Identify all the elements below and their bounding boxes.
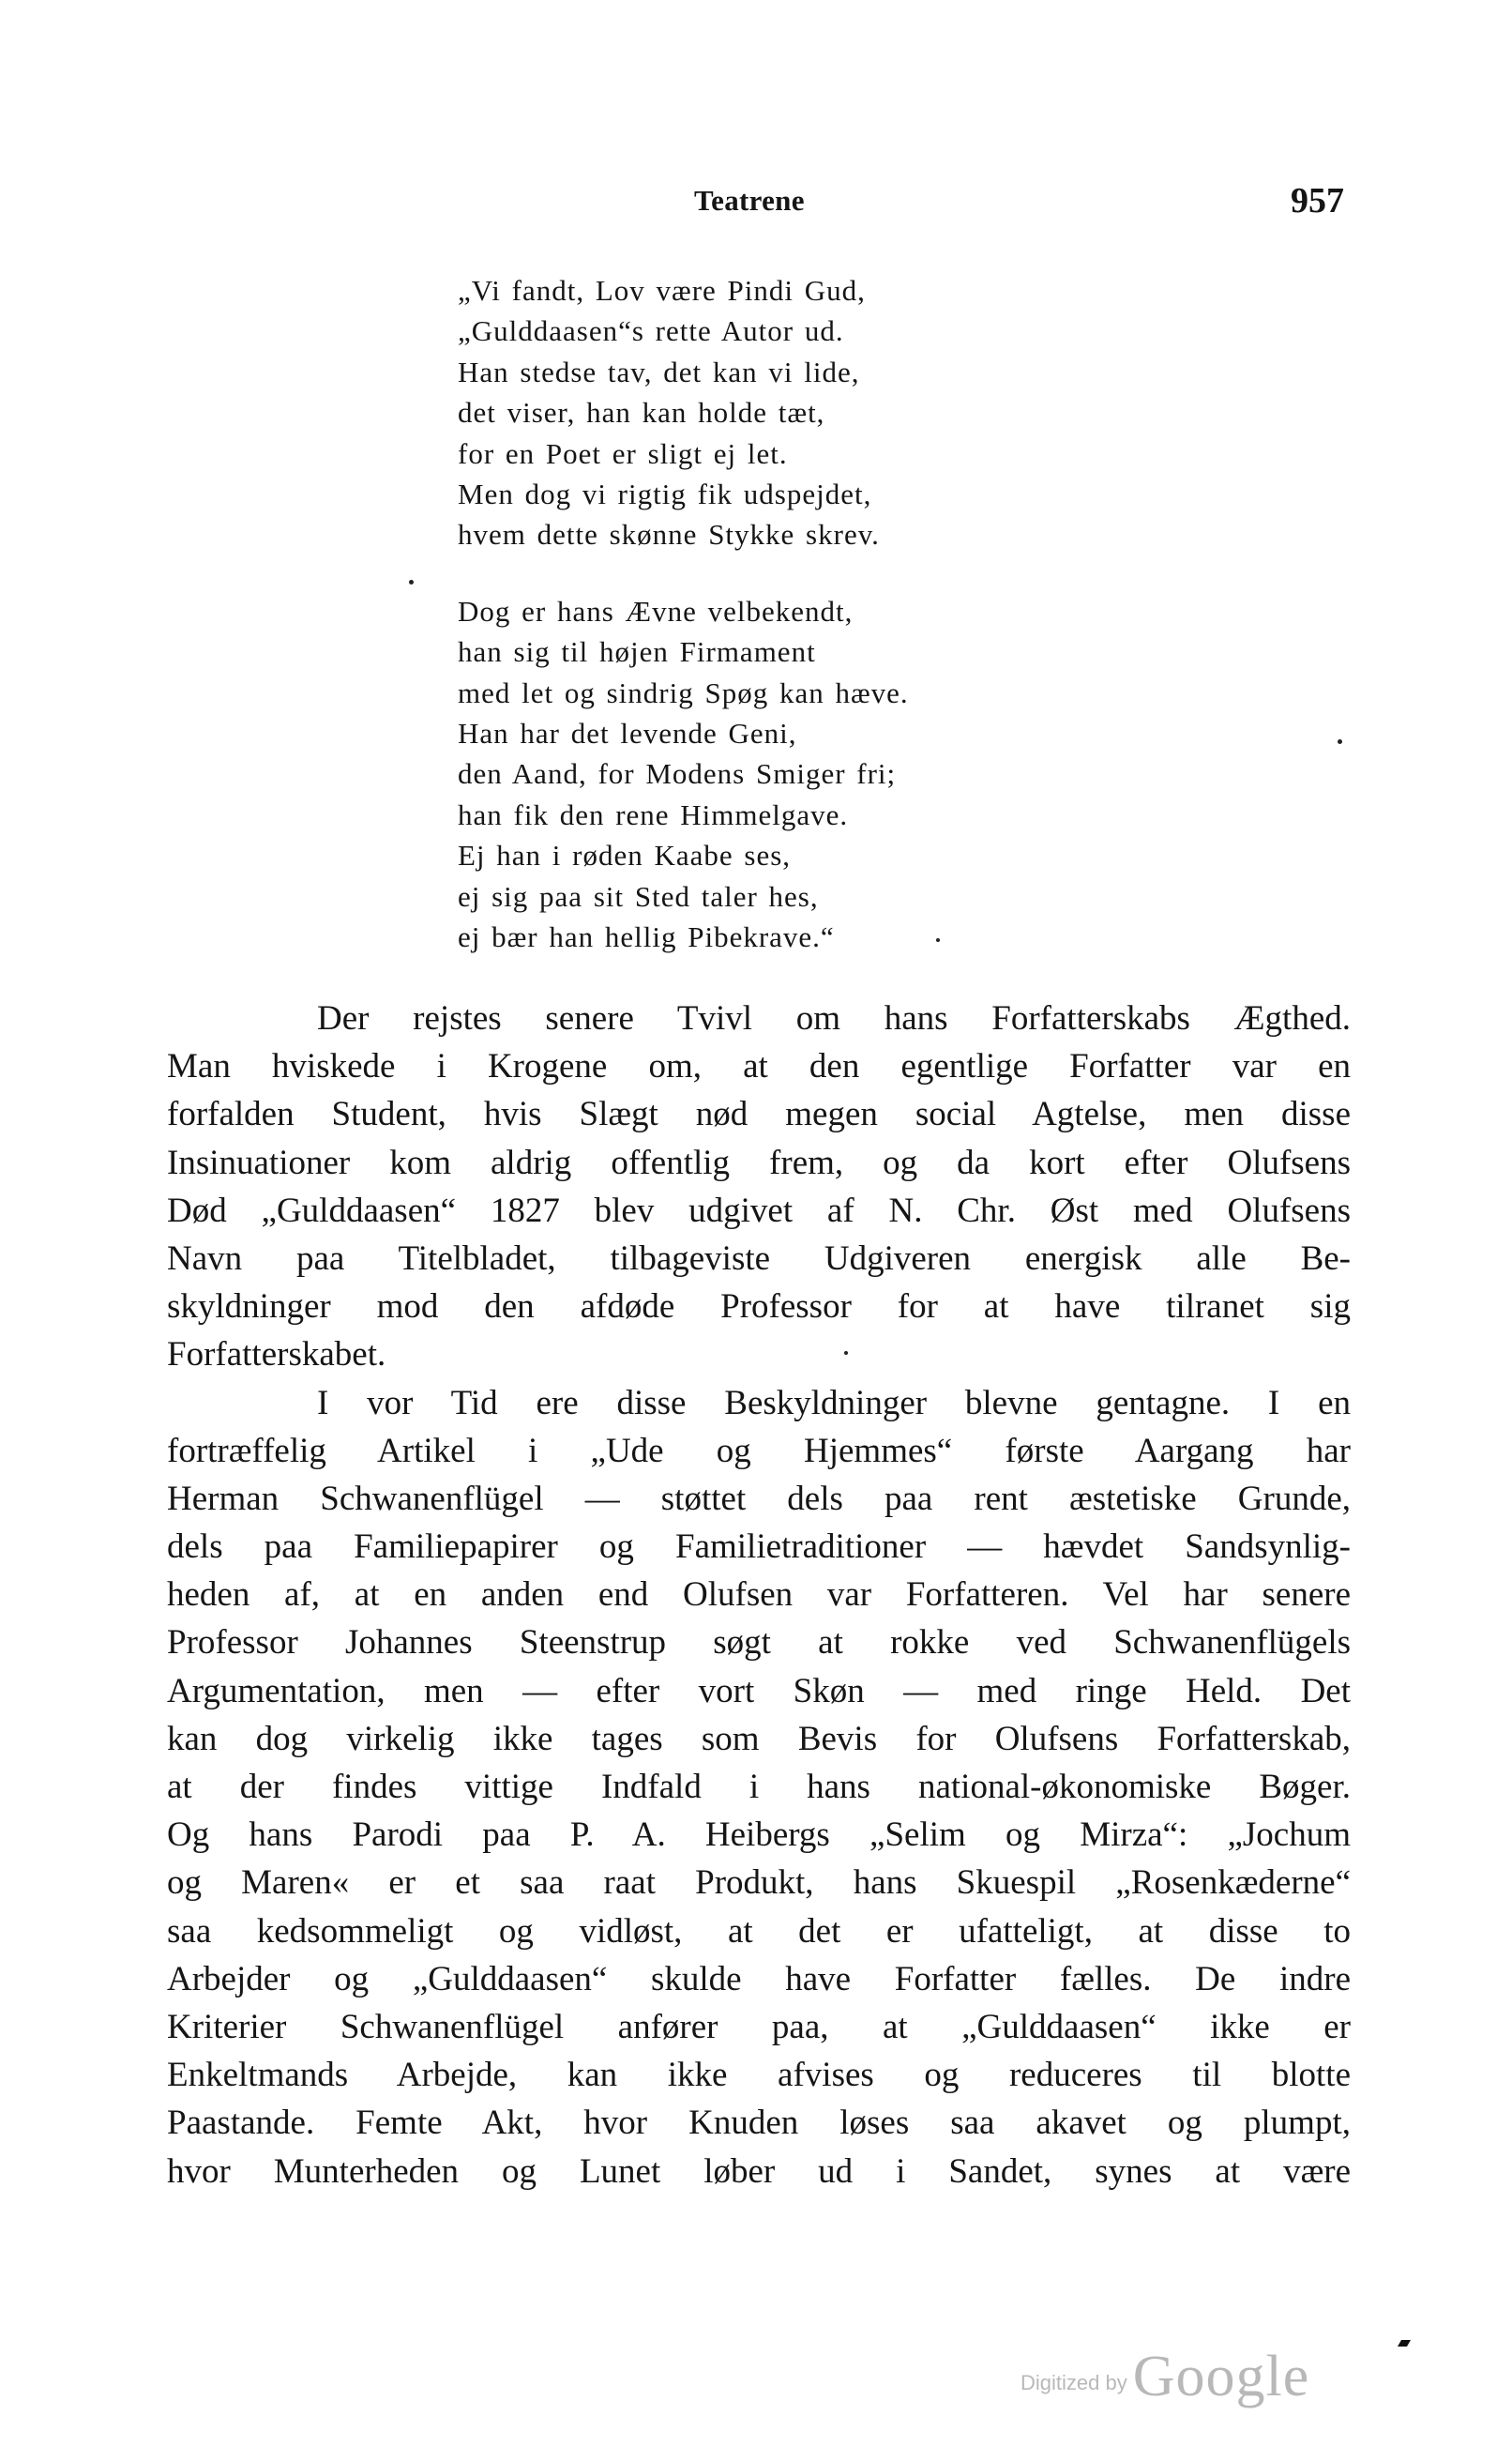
verse-line: Dog er hans Ævne velbekendt, xyxy=(458,594,854,628)
paragraph-line: Man hviskede i Krogene om, at den egentlige Forfatter var en xyxy=(167,1047,1351,1086)
paragraph-line: at der findes vittige Indfald i hans national-økonomiske Bøger. xyxy=(167,1768,1351,1806)
paragraph-line: Professor Johannes Steenstrup søgt at rokke ved Schwanenflügels xyxy=(167,1623,1351,1663)
verse-line: med let og sindrig Spøg kan hæve. xyxy=(458,676,909,709)
verse-line: han fik den rene Himmelgave. xyxy=(458,798,849,831)
stanza-break xyxy=(458,555,909,591)
page-number: 957 xyxy=(1291,181,1344,220)
verse-line: ej bær han hellig Pibekrave.“ xyxy=(458,920,835,954)
print-speck xyxy=(936,938,940,942)
verse-line: for en Poet er sligt ej let. xyxy=(458,436,788,470)
body-text xyxy=(167,995,1351,2195)
paragraph-line: skyldninger mod den afdøde Professor for at have tilranet sig xyxy=(167,1287,1351,1327)
paragraph-line: Forfatterskabet. xyxy=(167,1335,386,1375)
paragraph-line: Herman Schwanenflügel — støttet dels paa rent æstetiske Grunde, xyxy=(167,1479,1351,1518)
paragraph-line: heden af, at en anden end Olufsen var Forfatteren. Vel har senere xyxy=(167,1575,1351,1615)
paragraph-line: Og hans Parodi paa P. A. Heibergs „Selim og Mirza“: „Jochum xyxy=(167,1815,1351,1855)
verse-line: han sig til højen Firmament xyxy=(458,635,816,669)
paragraph-line: Navn paa Titelbladet, tilbageviste Udgiveren energisk alle Be- xyxy=(167,1238,1351,1278)
paragraph-line: I vor Tid ere disse Beskyldninger blevne gentagne. I en xyxy=(317,1383,1351,1422)
paragraph-line: Argumentation, men — efter vort Skøn — med ringe Held. Det xyxy=(167,1671,1351,1710)
verse-line: Han stedse tav, det kan vi lide, xyxy=(458,355,860,388)
verse-line: „Gulddaasen“s rette Autor ud. xyxy=(458,314,844,348)
poem-quote xyxy=(458,270,909,958)
poem-stanza-2 xyxy=(458,591,909,958)
paragraph-line: Enkeltmands Arbejde, kan ikke afvises og reduceres til blotte xyxy=(167,2056,1351,2095)
google-logo: Google xyxy=(1132,2345,1310,2408)
paragraph-line: Arbejder og „Gulddaasen“ skulde have Forfatter fælles. De indre xyxy=(167,1959,1351,1998)
print-speck xyxy=(1338,739,1342,744)
running-title: Teatrene xyxy=(694,184,805,217)
print-speck xyxy=(844,1351,848,1355)
paragraph-line: Død „Gulddaasen“ 1827 blev udgivet af N. Chr. Øst med Olufsens xyxy=(167,1191,1351,1230)
corner-mark xyxy=(1398,2340,1411,2347)
paragraph-line: Paastande. Femte Akt, hvor Knuden løses saa akavet og plumpt, xyxy=(167,2104,1351,2143)
watermark-prefix: Digitized by xyxy=(1021,2371,1127,2394)
digitization-watermark xyxy=(1021,2344,1309,2410)
verse-line: den Aand, for Modens Smiger fri; xyxy=(458,757,897,791)
paragraph-line: Kriterier Schwanenflügel anfører paa, at „Gulddaasen“ ikke er xyxy=(167,2007,1351,2046)
paragraph-line: kan dog virkelig ikke tages som Bevis for Olufsens Forfatterskab, xyxy=(167,1719,1351,1758)
verse-line: det viser, han kan holde tæt, xyxy=(458,396,825,430)
paragraph-line: dels paa Familiepapirer og Familietraditioner — hævdet Sandsynlig- xyxy=(167,1527,1351,1567)
poem-stanza-1 xyxy=(458,270,909,555)
paragraph-line: hvor Munterheden og Lunet løber ud i Sandet, synes at være xyxy=(167,2151,1351,2191)
paragraph-line: fortræffelig Artikel i „Ude og Hjemmes“ første Aargang har xyxy=(167,1431,1351,1470)
verse-line: Ej han i røden Kaabe ses, xyxy=(458,839,792,873)
verse-line: Han har det levende Geni, xyxy=(458,717,797,751)
paragraph-line: forfalden Student, hvis Slægt nød megen social Agtelse, men disse xyxy=(167,1095,1351,1134)
paragraph-line: og Maren« er et saa raat Produkt, hans Skuespil „Rosenkæderne“ xyxy=(167,1863,1351,1903)
paragraph-line: saa kedsommeligt og vidløst, at det er ufatteligt, at disse to xyxy=(167,1911,1351,1951)
verse-line: Men dog vi rigtig fik udspejdet, xyxy=(458,478,872,511)
verse-line: ej sig paa sit Sted taler hes, xyxy=(458,879,819,913)
verse-line: hvem dette skønne Stykke skrev. xyxy=(458,518,880,552)
verse-line: „Vi fandt, Lov være Pindi Gud, xyxy=(458,274,866,307)
paragraph-line: Der rejstes senere Tvivl om hans Forfatterskabs Ægthed. xyxy=(317,999,1351,1038)
paragraph-line: Insinuationer kom aldrig offentlig frem, og da kort efter Olufsens xyxy=(167,1143,1351,1182)
print-speck xyxy=(409,580,414,585)
